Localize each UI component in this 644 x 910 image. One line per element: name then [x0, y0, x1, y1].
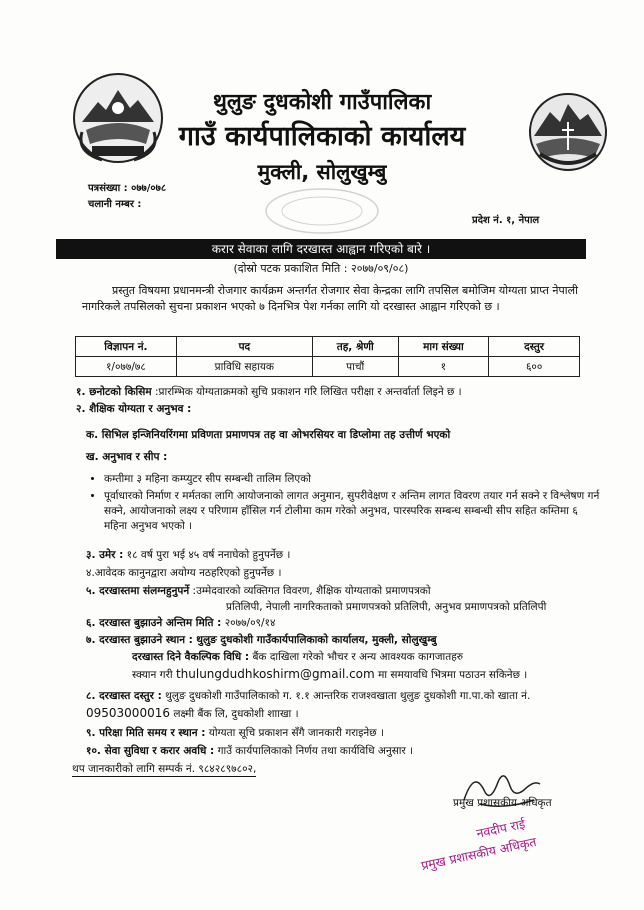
signatory-title: प्रमुख प्रशासकीय अधिकृत	[453, 797, 552, 809]
section-10	[86, 744, 413, 758]
section-10-label: १०. सेवा सुविधा र करार अवधि :	[86, 745, 215, 757]
vacancy-table	[75, 336, 580, 377]
section-5-label: ५. दरखास्तमा संलग्नहुनुपर्ने	[86, 585, 190, 597]
table-row	[76, 357, 580, 377]
section-3-text: १८ वर्ष पुरा भई ४५ वर्ष ननाघेको हुनुपर्नेछ ।	[126, 549, 291, 561]
faint-stamp-impression	[262, 186, 382, 236]
section-9-text: योग्यता सूचि प्रकाशन सँगै जानकारी गराइनेछ ।	[208, 727, 384, 739]
skills-list	[90, 472, 604, 536]
col-header-ad-no: विज्ञापन नं.	[76, 337, 177, 357]
section-7-label: ७. दरखास्त बुझाउने स्थान :	[86, 634, 193, 646]
notice-title-banner: करार सेवाका लागि दरखास्त आह्वान गरिएको बारे ।	[56, 239, 586, 259]
section-7b	[132, 650, 463, 664]
section-1	[76, 385, 462, 399]
section-3	[86, 548, 290, 562]
section-8-label: ८. दरखास्त दस्तुर :	[86, 690, 162, 702]
list-item: • पूर्वाधारको निर्माण र मर्मतका लागि आयोजनाको लागत अनुमान, सुपरीवेक्षण र अन्तिम लागत विवरण तयार गर्न सक्ने र विश्लेषण गर्न सक्ने, आयोजनाको लक्ष्य र परिणाम हाँसिल गर्न टोलीमा काम गरेको अनुभव, पारस्परिक सम्बन्ध सम्बन्धी सीप सहित कम्तिमा ६ महिना अनुभव भएको ।	[104, 489, 604, 534]
section-9	[86, 726, 384, 740]
seal-name: नवदीप राई	[474, 816, 527, 841]
notice-subtitle: (दोस्रो पटक प्रकाशित मिति : २०७७/०९/०८)	[233, 262, 409, 275]
signature-handwritten	[444, 760, 554, 820]
section-7b-label: दरखास्त दिने वैकल्पिक विधि :	[132, 651, 250, 663]
cell-post: प्राविधि सहायक	[176, 357, 312, 377]
section-7c-text: स्क्यान गरी	[132, 669, 173, 681]
section-4: ४.आवेदक कानुनद्वारा अयोग्य नठहरिएको हुनुपर्नेछ ।	[86, 567, 282, 579]
section-10-text: गाउँ कार्यपालिकाको निर्णय तथा कार्यविधि अनुसार ।	[217, 745, 414, 757]
notice-intro: प्रस्तुत विषयमा प्रधानमन्त्री रोजगार कार्यक्रम अन्तर्गत रोजगार सेवा केन्द्रका लागि तपसिल बमोजिम योग्यता प्राप्त नेपाली नागरिकले तपसिलको सुचना प्रकाशन भएको ७ दिनभित्र पेश गर्नका लागि यो दरखास्त आह्वान गरिएको छ ।	[82, 284, 578, 313]
section-9-label: ९. परिक्षा मिति समय र स्थान :	[86, 727, 206, 739]
experience-kha: ख. अनुभाव र सीप :	[86, 451, 168, 463]
province-label: प्रदेश नं. १, नेपाल	[472, 215, 540, 226]
email-address: thulungdudhkoshirm@gmail.com	[175, 667, 375, 681]
section-6-text: २०७७/०९/१४	[224, 617, 276, 629]
cell-fee: ६००	[489, 357, 580, 377]
dispatch-number: चलानी नम्बर :	[88, 199, 142, 210]
section-7b-text: बैंक दाखिला गरेको भौचर र अन्य आवश्यक कागजातहरु	[252, 651, 464, 663]
col-header-fee: दस्तुर	[489, 337, 580, 357]
list-item: • कम्तीमा ३ महिना कम्प्युटर सीप सम्बन्धी तालिम लिएको	[104, 472, 604, 487]
col-header-demand: माग संख्या	[398, 337, 489, 357]
section-7c	[132, 667, 527, 682]
section-1-text: :प्रारम्भिक योग्यताक्रमको सुचि प्रकाशन गरि लिखित परीक्षा र अन्तर्वार्ता लिइने छ ।	[154, 386, 462, 398]
section-7-text: थुलुङ दुधकोशी गाउँकार्यपालिकाको कार्यालय, मुक्ली, सोलुखुम्बु	[196, 634, 437, 646]
col-header-level: तह, श्रेणी	[312, 337, 398, 357]
contact-line: थप जानकारीको लागि सम्पर्क नं. ९८४२८९७८०२,	[72, 763, 257, 775]
section-7	[86, 633, 437, 647]
office-name: गाउँ कार्यपालिकाको कार्यालय	[178, 121, 466, 152]
section-5-text-2: प्रतिलिपी, नेपाली नागरिकताको प्रमाणपत्रको प्रतिलिपी, अनुभव प्रमाणपत्रको प्रतिलिपी	[226, 601, 547, 613]
section-2-label: २. शैक्षिक योग्यता र अनुभव :	[76, 403, 192, 415]
section-8	[86, 689, 530, 703]
section-6	[86, 616, 275, 630]
section-6-label: ६. दरखास्त बुझाउने अन्तिम मिति :	[86, 617, 222, 629]
section-5	[86, 584, 431, 598]
section-8-tail: लक्ष्मी बैंक लि, दुधकोशी शााखा ।	[173, 708, 299, 720]
cell-ad-no: १/०७७/७८	[76, 357, 177, 377]
office-address: मुक्ली, सोलुखुम्बु	[257, 160, 387, 184]
qualification-ka: क. सिभिल इन्जिनियरिंगमा प्रविणता प्रमाणपत्र तह वा ओभरसियर वा डिप्लोमा तह उत्तीर्ण भएको	[86, 429, 451, 441]
cell-demand: १	[398, 357, 489, 377]
section-7c-tail: मा समयावधि भित्रमा पठाउन सकिनेछ ।	[378, 669, 528, 681]
section-5-text: :उम्मेदवारको व्यक्तिगत विवरण, शैक्षिक योग्यताको प्रमाणपत्रको	[192, 585, 431, 597]
reference-number: पत्रसंख्या : ०७७/०७८	[88, 183, 167, 194]
section-1-label: १. छनोटको किसिम	[76, 386, 152, 398]
seal-title: प्रमुख प्रशासकीय अधिकृत	[419, 833, 538, 874]
account-number: 09503000016	[86, 706, 170, 720]
section-8-text: थुलुङ दुधकोशी गाउँपालिकाको ग. १.१ आन्तरिक राजश्वखाता थुलुङ दुधकोशी गा.पा.को खाता नं.	[165, 690, 531, 702]
col-header-post: पद	[176, 337, 312, 357]
table-header-row	[76, 337, 580, 357]
municipality-name: थुलुङ दुधकोशी गाउँपालिका	[212, 90, 432, 115]
section-3-label: ३. उमेर :	[86, 549, 124, 561]
cell-level: पाचौं	[312, 357, 398, 377]
section-8-line-2	[86, 706, 299, 721]
